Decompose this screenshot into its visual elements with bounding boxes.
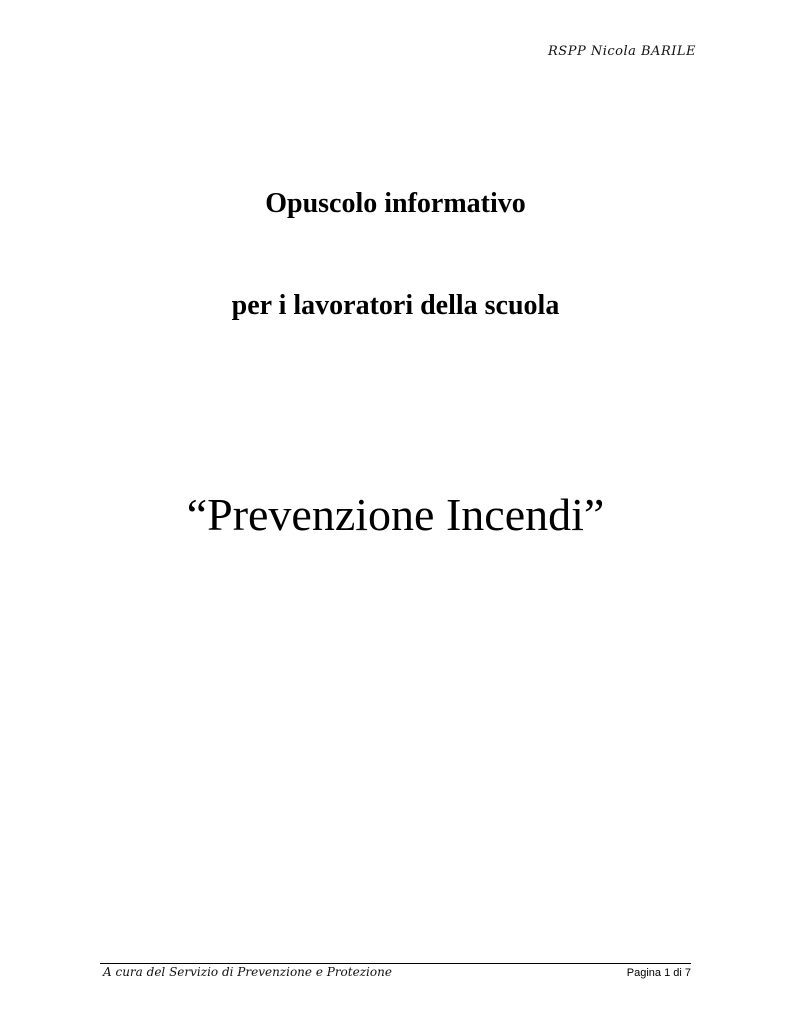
page-number: Pagina 1 di 7 <box>626 967 691 979</box>
main-title: “Prevenzione Incendi” <box>186 489 605 540</box>
footer-credit: A cura del Servizio di Prevenzione e Protezione <box>103 965 392 979</box>
subtitle-line-2: per i lavoratori della scuola <box>231 290 560 321</box>
footer-divider <box>100 963 691 964</box>
header-author: RSPP Nicola BARILE <box>548 44 696 59</box>
subtitle-line-1: Opuscolo informativo <box>265 188 526 219</box>
